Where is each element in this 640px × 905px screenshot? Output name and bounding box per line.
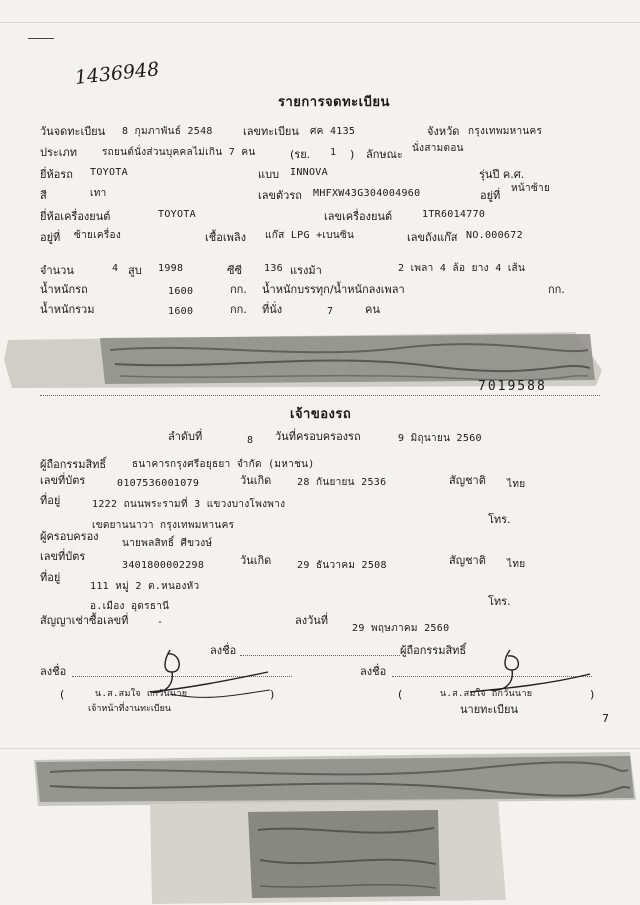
possessor-value: นายพลสิทธิ์ ศีขวงษ์ (122, 538, 213, 549)
count-label: จำนวน (40, 264, 74, 277)
seq-value: 8 (247, 435, 254, 446)
right-sign-name: น.ส.สมใจ ถกวันนาย (440, 689, 533, 699)
contract-date-label: ลงวันที่ (295, 614, 329, 627)
engine-loc-value: ซ้ายเครื่อง (74, 230, 122, 241)
seq-label: ลำดับที่ (168, 430, 203, 443)
tank-value: NO.000672 (466, 230, 523, 241)
left-sign-label: ลงชื่อ (40, 665, 67, 678)
handwritten-number: 1436948 (73, 58, 161, 89)
page-mark: 7 (602, 712, 609, 725)
possession-value: 9 มิถุนายน 2560 (398, 433, 482, 444)
holder-label: ผู้ถือกรรมสิทธิ์ (40, 458, 107, 471)
style-value: นั่งสามตอน (412, 143, 464, 154)
weight-label: น้ำหนักรถ (40, 283, 88, 296)
province-value: กรุงเทพมหานคร (468, 126, 543, 137)
total-weight-label: น้ำหนักรวม (40, 303, 95, 316)
type-code-close: ) (350, 148, 355, 161)
holder-sign-title: ผู้ถือกรรมสิทธิ์ (400, 644, 467, 657)
type-code-value: 1 (330, 147, 337, 158)
style-label: ลักษณะ (366, 148, 403, 161)
corner-mark (28, 38, 54, 39)
type-value: รถยนต์นั่งส่วนบุคคลไม่เกิน 7 คน (102, 147, 256, 158)
poss-id-label: เลขที่บัตร (40, 550, 86, 563)
weight-unit: กก. (230, 283, 247, 296)
poss-nat-value: ไทย (507, 559, 526, 570)
type-code-label: (รย. (290, 148, 311, 161)
section-divider (40, 395, 600, 396)
brand-value: TOYOTA (90, 167, 128, 178)
seats-value: 7 (327, 306, 334, 317)
reg-no-value: ศค 4135 (310, 126, 356, 137)
engine-brand-label: ยี่ห้อเครื่องยนต์ (40, 210, 111, 223)
chassis-loc-label: อยู่ที่ (480, 189, 501, 202)
color-value: เทา (90, 188, 107, 199)
signature-left (140, 632, 280, 712)
reg-date-value: 8 กุมภาพันธ์ 2548 (122, 126, 213, 137)
brand-label: ยี่ห้อรถ (40, 168, 73, 181)
poss-addr-label: ที่อยู่ (40, 571, 61, 584)
right-sign-label: ลงชื่อ (360, 665, 387, 678)
load-unit: กก. (548, 283, 565, 296)
weight-value: 1600 (168, 286, 194, 297)
reg-no-label: เลขทะเบียน (243, 125, 299, 138)
partial-number: 7019588 (478, 379, 547, 394)
poss-dob-value: 29 ธันวาคม 2508 (297, 560, 387, 571)
holder-addr-1: 1222 ถนนพระรามที่ 3 แขวงบางโพงพาง (92, 499, 286, 510)
engine-no-label: เลขเครื่องยนต์ (324, 210, 393, 223)
registration-title: รายการจดทะเบียน (278, 95, 390, 110)
holder-nat-value: ไทย (507, 479, 526, 490)
seats-label: ที่นั่ง (262, 303, 283, 316)
load-label: น้ำหนักบรรทุก/น้ำหนักลงเพลา (262, 283, 405, 296)
holder-value: ธนาคารกรุงศรีอยุธยา จำกัด (มหาชน) (132, 459, 315, 470)
poss-nat-label: สัญชาติ (449, 554, 486, 567)
owner-title: เจ้าของรถ (290, 407, 352, 422)
holder-nat-label: สัญชาติ (449, 474, 486, 487)
seats-unit: คน (365, 303, 380, 316)
axle-text: 2 เพลา 4 ล้อ ยาง 4 เส้น (398, 263, 526, 274)
province-label: จังหวัด (427, 125, 460, 138)
color-label: สี (40, 189, 47, 202)
poss-addr-2: อ.เมือง อุดรธานี (90, 601, 170, 612)
cc-label: ซีซี (227, 264, 242, 277)
poss-tel-label: โทร. (488, 595, 511, 608)
count-value: 4 (112, 263, 119, 274)
chassis-value: MHFXW43G304004960 (313, 188, 421, 199)
possessor-label: ผู้ครอบครอง (40, 530, 99, 543)
hp-label: แรงม้า (290, 264, 322, 277)
chassis-loc-value: หน้าซ้าย (511, 183, 551, 194)
engine-loc-label: อยู่ที่ (40, 231, 61, 244)
left-sign-title: เจ้าหน้าที่งานทะเบียน (88, 704, 172, 714)
model-label: แบบ (258, 168, 280, 181)
holder-sign-label: ลงชื่อ (210, 644, 237, 657)
total-weight-unit: กก. (230, 303, 247, 316)
fuel-label: เชื้อเพลิง (205, 231, 246, 244)
fuel-value: แก๊ส LPG +เบนซิน (265, 230, 355, 241)
holder-id-label: เลขที่บัตร (40, 474, 86, 487)
engine-brand-value: TOYOTA (158, 209, 196, 220)
redaction-tape-2 (30, 752, 640, 807)
document-page: 1436948 รายการจดทะเบียน วันจดทะเบียน 8 กุมภาพันธ์ 2548 เลขทะเบียน ศค 4135 จังหวัด กรุงเทพมหานคร ประเภท รถยนต์นั่งส่วนบุคคลไม่เกิน 7 คน (รย. 1 ) ลักษณะ นั่งสามตอน ยี่ห้อรถ TOYOTA แบบ INNOVA รุ่นปี ค.ศ. สี เทา เลขตัวรถ MHFXW43G304004960 อยู่ที่ หน้าซ้าย ยี่ห้อเครื่องยนต์ TOYOTA เลขเครื่องยนต์ 1TR6014770 อยู่ที่ ซ้ายเครื่อง เชื้อเพลิง แก๊ส LPG +เบนซิน เลขถังแก๊ส NO.000672 จำนวน 4 สูบ 1998 ซีซี 136 แรงม้า 2 เพลา 4 ล้อ ยาง 4 เส้น น้ำหนักรถ 1600 กก. น้ำหนักบรรทุก/น้ำหนักลงเพลา กก. น้ำหนักรวม 1600 กก. ที่นั่ง 7 คน 7019588 เจ้าของรถ ลำดับที่ 8 วันที่ครอบครองรถ 9 มิถุนายน 2560 ผู้ถือกรรมสิทธิ์ ธนาคารกรุงศรีอยุธยา จำกัด (มหาชน) เลขที่บัตร 0107536001079 วันเกิด 28 กันยายน 2536 สัญชาติ ไทย ที่อยู่ 1222 ถนนพระรามที่ 3 แขวงบางโพงพาง เขตยานนาวา กรุงเทพมหานคร โทร. ผู้ครอบครอง นายพลสิทธิ์ ศีขวงษ์ เลขที่บัตร 3401800002298 วันเกิด 29 ธันวาคม 2508 สัญชาติ ไทย ที่อยู่ 111 หมู่ 2 ต.หนองหัว อ.เมือง อุดรธานี โทร. สัญญาเช่าซื้อเลขที่ - ลงวันที่ 29 พฤษภาคม 2560 ลงชื่อ ผู้ถือกรรมสิทธิ์ ลงชื่อ ( น.ส.สมใจ ถกวันนาย ) เจ้าหน้าที่งานทะเบียน ลงชื่อ ( น.ส.สมใจ ถกวันนาย ) นายทะเบียน 7 (0, 0, 640, 905)
poss-dob-label: วันเกิด (240, 554, 272, 567)
possession-label: วันที่ครอบครองรถ (275, 430, 361, 443)
signature-right (460, 640, 600, 710)
holder-tel-label: โทร. (488, 513, 511, 526)
redaction-tape-3 (148, 800, 508, 904)
reg-date-label: วันจดทะเบียน (40, 125, 106, 138)
contract-date-value: 29 พฤษภาคม 2560 (352, 623, 450, 634)
poss-id-value: 3401800002298 (122, 560, 205, 571)
left-sign-name: น.ส.สมใจ ถกวันนาย (95, 689, 188, 699)
right-sign-title: นายทะเบียน (460, 703, 519, 716)
tank-label: เลขถังแก๊ส (407, 231, 458, 244)
contract-value: - (157, 617, 164, 628)
holder-dob-label: วันเกิด (240, 474, 272, 487)
year-label: รุ่นปี ค.ศ. (479, 168, 525, 181)
engine-no-value: 1TR6014770 (422, 209, 486, 220)
stroke-value: 1998 (158, 263, 184, 274)
poss-addr-1: 111 หมู่ 2 ต.หนองหัว (90, 581, 200, 592)
holder-id-value: 0107536001079 (117, 478, 200, 489)
holder-addr-2: เขตยานนาวา กรุงเทพมหานคร (92, 520, 235, 531)
model-value: INNOVA (290, 167, 328, 178)
holder-addr-label: ที่อยู่ (40, 494, 61, 507)
contract-label: สัญญาเช่าซื้อเลขที่ (40, 614, 129, 627)
total-weight-value: 1600 (168, 306, 194, 317)
chassis-label: เลขตัวรถ (258, 189, 302, 202)
hp-value: 136 (264, 263, 283, 274)
holder-dob-value: 28 กันยายน 2536 (297, 477, 387, 488)
type-label: ประเภท (40, 146, 78, 159)
stroke-label: สูบ (128, 264, 142, 277)
